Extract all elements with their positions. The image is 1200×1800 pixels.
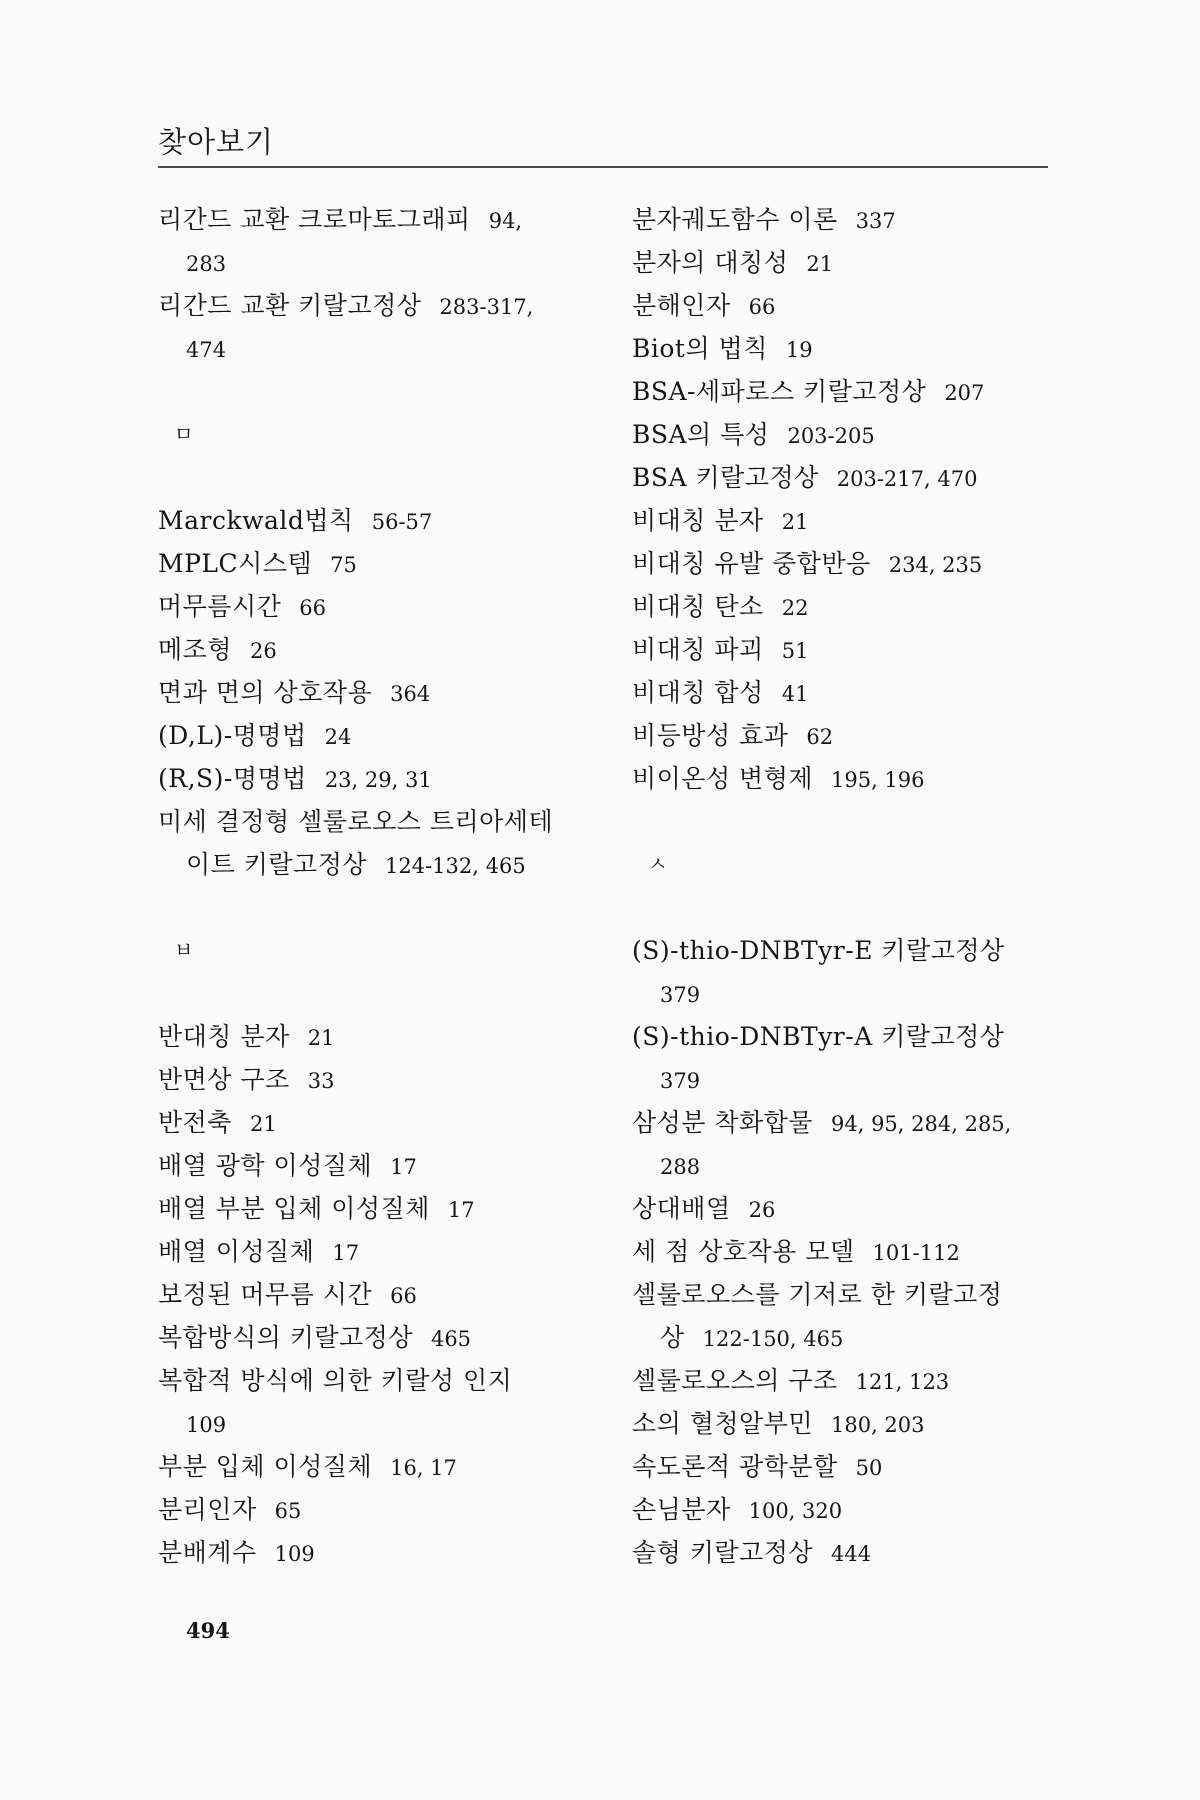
index-term: 삼성분 착화합물 (632, 1108, 813, 1137)
index-pages: 195, 196 (831, 768, 925, 792)
index-term: 면과 면의 상호작용 (158, 678, 373, 707)
index-term: MPLC시스템 (158, 549, 313, 578)
spacer (158, 370, 598, 413)
index-entry (632, 1402, 1062, 1445)
index-term: (D,L)-명명법 (158, 721, 307, 750)
header-rule (158, 166, 1048, 168)
index-term: 손님분자 (632, 1495, 731, 1524)
index-entry (632, 1015, 1062, 1058)
index-term: 리간드 교환 키랄고정상 (158, 291, 422, 320)
index-pages: 94, 95, 284, 285, (831, 1112, 1012, 1136)
index-term: 미세 결정형 셀룰로오스 트리아세테 (158, 807, 554, 836)
index-term: 솔형 키랄고정상 (632, 1538, 813, 1567)
index-pages: 234, 235 (888, 553, 983, 577)
index-entry (158, 585, 598, 628)
index-entry (158, 628, 598, 671)
index-pages: 65 (274, 1499, 302, 1523)
index-term: 분자의 대칭성 (632, 248, 789, 277)
index-entry (632, 757, 1062, 800)
index-entry-continuation (158, 1402, 598, 1445)
index-entry-continuation (632, 972, 1062, 1015)
index-term: 복합방식의 키랄고정상 (158, 1323, 413, 1352)
index-entry (158, 757, 598, 800)
index-term: 셀룰로오스를 기저로 한 키랄고정 (632, 1280, 1003, 1309)
spacer (632, 886, 1062, 929)
index-pages: 101-112 (872, 1241, 960, 1265)
index-entry-continuation (158, 241, 598, 284)
index-entry (158, 542, 598, 585)
index-pages: 17 (332, 1241, 360, 1265)
index-pages: 17 (390, 1155, 417, 1179)
index-term: 부분 입체 이성질체 (158, 1452, 373, 1481)
section-letter: ㅁ (174, 422, 194, 446)
index-entry-continuation (158, 843, 598, 886)
index-entry (158, 499, 598, 542)
index-entry (632, 1445, 1062, 1488)
index-entry (632, 198, 1062, 241)
index-entry (632, 241, 1062, 284)
index-entry (158, 1359, 598, 1402)
index-pages: 26 (748, 1198, 776, 1222)
index-term: 비이온성 변형제 (632, 764, 813, 793)
index-entry (632, 1187, 1062, 1230)
index-entry (158, 1316, 598, 1359)
index-term: 상 (660, 1323, 685, 1352)
index-term: BSA 키랄고정상 (632, 463, 819, 492)
index-entry (158, 1144, 598, 1187)
index-pages: 444 (831, 1542, 872, 1566)
index-entry (158, 1230, 598, 1273)
index-pages: 109 (186, 1413, 227, 1437)
index-entry-continuation (632, 1058, 1062, 1101)
index-term: 비대칭 파괴 (632, 635, 764, 664)
index-term: 셀룰로오스의 구조 (632, 1366, 838, 1395)
index-term: 비대칭 분자 (632, 506, 764, 535)
index-term: 리간드 교환 크로마토그래피 (158, 205, 471, 234)
index-entry (632, 413, 1062, 456)
index-term: (S)-thio-DNBTyr-E 키랄고정상 (632, 936, 1005, 965)
index-pages: 23, 29, 31 (324, 768, 432, 792)
index-pages: 474 (186, 338, 227, 362)
index-entry (632, 284, 1062, 327)
index-pages: 66 (299, 596, 326, 620)
index-term: 분해인자 (632, 291, 731, 320)
index-entry (158, 671, 598, 714)
index-term: 메조형 (158, 635, 232, 664)
index-entry (632, 1531, 1062, 1574)
index-entry (632, 499, 1062, 542)
index-pages: 124-132, 465 (385, 854, 526, 878)
index-term: 머무름시간 (158, 592, 282, 621)
index-entry (632, 671, 1062, 714)
index-pages: 33 (307, 1069, 335, 1093)
index-term: 분배계수 (158, 1538, 257, 1567)
index-pages: 203-205 (787, 424, 875, 448)
index-term: 속도론적 광학분할 (632, 1452, 838, 1481)
index-term: BSA-세파로스 키랄고정상 (632, 377, 927, 406)
index-entry (158, 1058, 598, 1101)
index-entry (158, 1488, 598, 1531)
index-term: Biot의 법칙 (632, 334, 768, 363)
index-term: 소의 혈청알부민 (632, 1409, 813, 1438)
index-pages: 465 (430, 1327, 472, 1351)
index-term: 비대칭 탄소 (632, 592, 764, 621)
spacer (158, 456, 598, 499)
index-term: 이트 키랄고정상 (186, 850, 367, 879)
index-entry (158, 800, 598, 843)
index-pages: 337 (855, 209, 896, 233)
index-term: 반전축 (158, 1108, 232, 1137)
index-pages: 66 (748, 295, 776, 319)
index-entry (632, 628, 1062, 671)
index-pages: 21 (249, 1112, 277, 1136)
index-pages: 288 (660, 1155, 701, 1179)
index-term: 상대배열 (632, 1194, 731, 1223)
index-entry (632, 370, 1062, 413)
index-pages: 50 (855, 1456, 883, 1480)
index-term: 반면상 구조 (158, 1065, 290, 1094)
index-term: 배열 부분 입체 이성질체 (158, 1194, 430, 1223)
page-number: 494 (186, 1618, 230, 1643)
index-pages: 16, 17 (390, 1456, 457, 1480)
index-pages: 122-150, 465 (702, 1327, 844, 1351)
index-entry (158, 198, 598, 241)
index-pages: 121, 123 (855, 1370, 950, 1394)
index-pages: 94, (488, 209, 523, 233)
index-entry (158, 1445, 598, 1488)
index-entry (158, 1187, 598, 1230)
index-term: 배열 이성질체 (158, 1237, 315, 1266)
header-title: 찾아보기 (158, 125, 275, 159)
index-pages: 56-57 (371, 510, 433, 534)
index-term: 분리인자 (158, 1495, 257, 1524)
index-term: (S)-thio-DNBTyr-A 키랄고정상 (632, 1022, 1005, 1051)
index-pages: 26 (249, 639, 277, 663)
index-pages: 207 (944, 381, 985, 405)
index-term: 보정된 머무름 시간 (158, 1280, 373, 1309)
index-pages: 109 (274, 1542, 315, 1566)
index-column-left (158, 198, 598, 1574)
index-entry (632, 585, 1062, 628)
index-entry (632, 1359, 1062, 1402)
index-entry (158, 1273, 598, 1316)
index-pages: 379 (660, 1069, 701, 1093)
index-entry (632, 1488, 1062, 1531)
index-pages: 379 (660, 983, 701, 1007)
index-pages: 24 (324, 725, 352, 749)
spacer (158, 972, 598, 1015)
page-header (158, 120, 1048, 168)
index-pages: 62 (806, 725, 834, 749)
index-entry-continuation (632, 1316, 1062, 1359)
index-pages: 364 (390, 682, 431, 706)
index-entry (632, 1101, 1062, 1144)
index-entry (158, 1015, 598, 1058)
index-pages: 41 (781, 682, 809, 706)
index-entry (632, 1230, 1062, 1273)
index-entry-continuation (632, 1144, 1062, 1187)
index-term: Marckwald법칙 (158, 506, 354, 535)
index-pages: 180, 203 (831, 1413, 925, 1437)
index-entry-continuation (158, 327, 598, 370)
index-pages: 21 (781, 510, 809, 534)
section-letter: ㅂ (174, 938, 194, 962)
index-entry (632, 1273, 1062, 1316)
index-term: BSA의 특성 (632, 420, 770, 449)
index-column-right (632, 198, 1062, 1574)
index-term: 비대칭 합성 (632, 678, 764, 707)
index-entry (158, 1531, 598, 1574)
section-letter: ㅅ (648, 852, 668, 876)
index-term: 분자궤도함수 이론 (632, 205, 838, 234)
index-pages: 283 (186, 252, 227, 276)
index-pages: 100, 320 (748, 1499, 843, 1523)
index-pages: 21 (307, 1026, 335, 1050)
index-pages: 75 (330, 553, 357, 577)
index-entry (632, 542, 1062, 585)
spacer (632, 800, 1062, 843)
index-entry (632, 929, 1062, 972)
index-entry (158, 284, 598, 327)
spacer (158, 886, 598, 929)
index-pages: 51 (781, 639, 809, 663)
index-term: 비등방성 효과 (632, 721, 789, 750)
index-term: (R,S)-명명법 (158, 764, 307, 793)
index-pages: 66 (390, 1284, 417, 1308)
index-entry (158, 1101, 598, 1144)
index-entry (632, 456, 1062, 499)
index-term: 비대칭 유발 중합반응 (632, 549, 871, 578)
index-term: 반대칭 분자 (158, 1022, 290, 1051)
index-entry (158, 714, 598, 757)
index-entry (632, 327, 1062, 370)
index-pages: 19 (785, 338, 813, 362)
index-pages: 283-317, (439, 295, 534, 319)
index-pages: 21 (806, 252, 834, 276)
index-term: 세 점 상호작용 모델 (632, 1237, 855, 1266)
index-term: 배열 광학 이성질체 (158, 1151, 373, 1180)
index-term: 복합적 방식에 의한 키랄성 인지 (158, 1366, 513, 1395)
index-entry (632, 714, 1062, 757)
index-pages: 22 (781, 596, 809, 620)
index-pages: 17 (447, 1198, 475, 1222)
index-pages: 203-217, 470 (836, 467, 978, 491)
